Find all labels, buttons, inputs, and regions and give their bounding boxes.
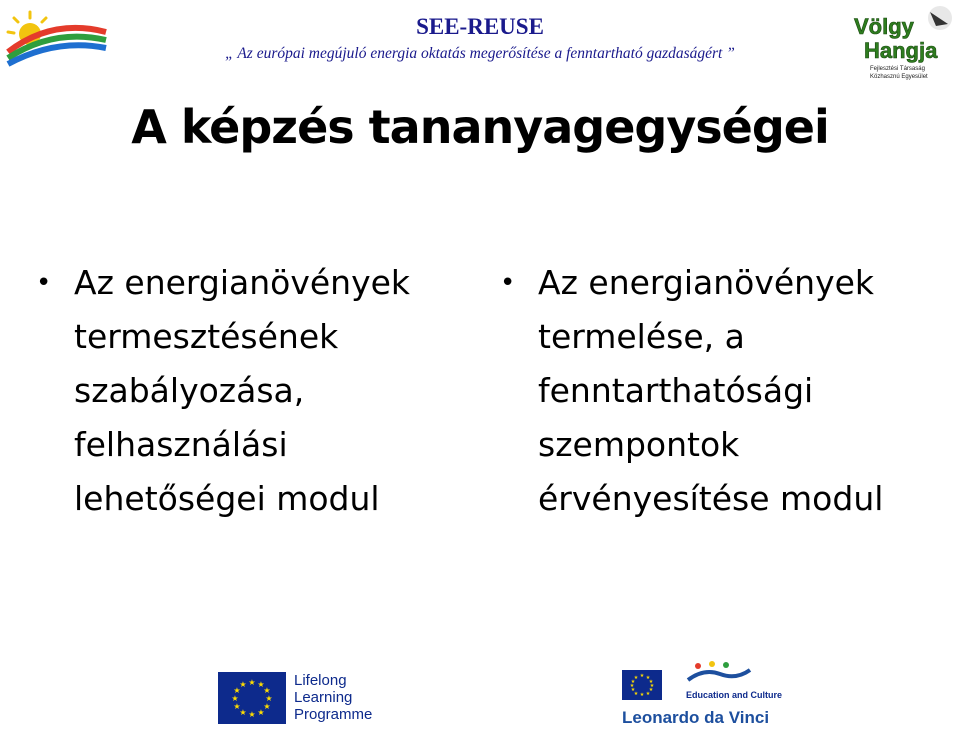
- bullet-marker: •: [500, 268, 516, 298]
- people-swoosh-icon: [684, 660, 754, 686]
- svg-text:Fejlesztési Társaság: Fejlesztési Társaság: [870, 66, 925, 72]
- volgy-hangja-logo-icon: [852, 4, 958, 82]
- svg-text:★: ★: [648, 687, 654, 693]
- svg-text:★: ★: [248, 678, 256, 687]
- svg-text:★: ★: [645, 675, 651, 681]
- svg-text:★: ★: [649, 683, 655, 689]
- leonardo-da-vinci-logo: [620, 660, 782, 730]
- svg-text:★: ★: [239, 680, 247, 689]
- svg-text:★: ★: [257, 708, 265, 717]
- svg-text:★: ★: [263, 702, 271, 711]
- svg-text:Hangja: Hangja: [864, 38, 938, 63]
- svg-text:★: ★: [231, 694, 239, 703]
- svg-text:★: ★: [248, 710, 256, 719]
- education-culture-text: Education and Culture: [686, 690, 783, 700]
- bullet-item-left: [36, 256, 476, 526]
- slide-title: A képzés tananyagegységei: [131, 100, 829, 154]
- bullet-item-right: [500, 256, 950, 526]
- eu-flag-icon: [622, 670, 662, 700]
- svg-text:★: ★: [233, 702, 241, 711]
- svg-text:★: ★: [257, 680, 265, 689]
- svg-text:★: ★: [233, 686, 241, 695]
- lifelong-line2: Learning: [294, 689, 353, 706]
- svg-text:★: ★: [263, 686, 271, 695]
- lifelong-learning-logo: [218, 672, 388, 724]
- header-subtitle: „ Az európai megújuló energia oktatás megerősítése a fenntartható gazdaságért ”: [225, 45, 735, 62]
- svg-text:★: ★: [633, 691, 639, 697]
- svg-text:★: ★: [630, 687, 636, 693]
- svg-text:★: ★: [648, 679, 654, 685]
- svg-text:★: ★: [639, 692, 645, 698]
- lifelong-line3: Programme: [294, 706, 373, 723]
- eu-flag-icon: [218, 672, 286, 724]
- bullet-marker: •: [36, 268, 52, 298]
- svg-text:★: ★: [629, 683, 635, 689]
- svg-text:Közhasznú Egyesület: Közhasznú Egyesület: [870, 74, 928, 80]
- svg-text:★: ★: [633, 675, 639, 681]
- bullet-text: Az energianövények termesztésének szabályozása, felhasználási lehetőségei modul: [74, 263, 411, 518]
- svg-text:★: ★: [630, 679, 636, 685]
- leonardo-title: Leonardo da Vinci: [622, 708, 770, 727]
- header-title: SEE-REUSE: [416, 14, 544, 39]
- svg-text:★: ★: [265, 694, 273, 703]
- svg-text:★: ★: [645, 691, 651, 697]
- svg-text:★: ★: [639, 673, 645, 679]
- lifelong-line1: Lifelong: [294, 672, 347, 689]
- bullet-text: Az energianövények termelése, a fenntarthatósági szempontok érvényesítése modul: [538, 263, 884, 518]
- svg-text:★: ★: [239, 708, 247, 717]
- svg-text:Völgy: Völgy: [854, 14, 914, 39]
